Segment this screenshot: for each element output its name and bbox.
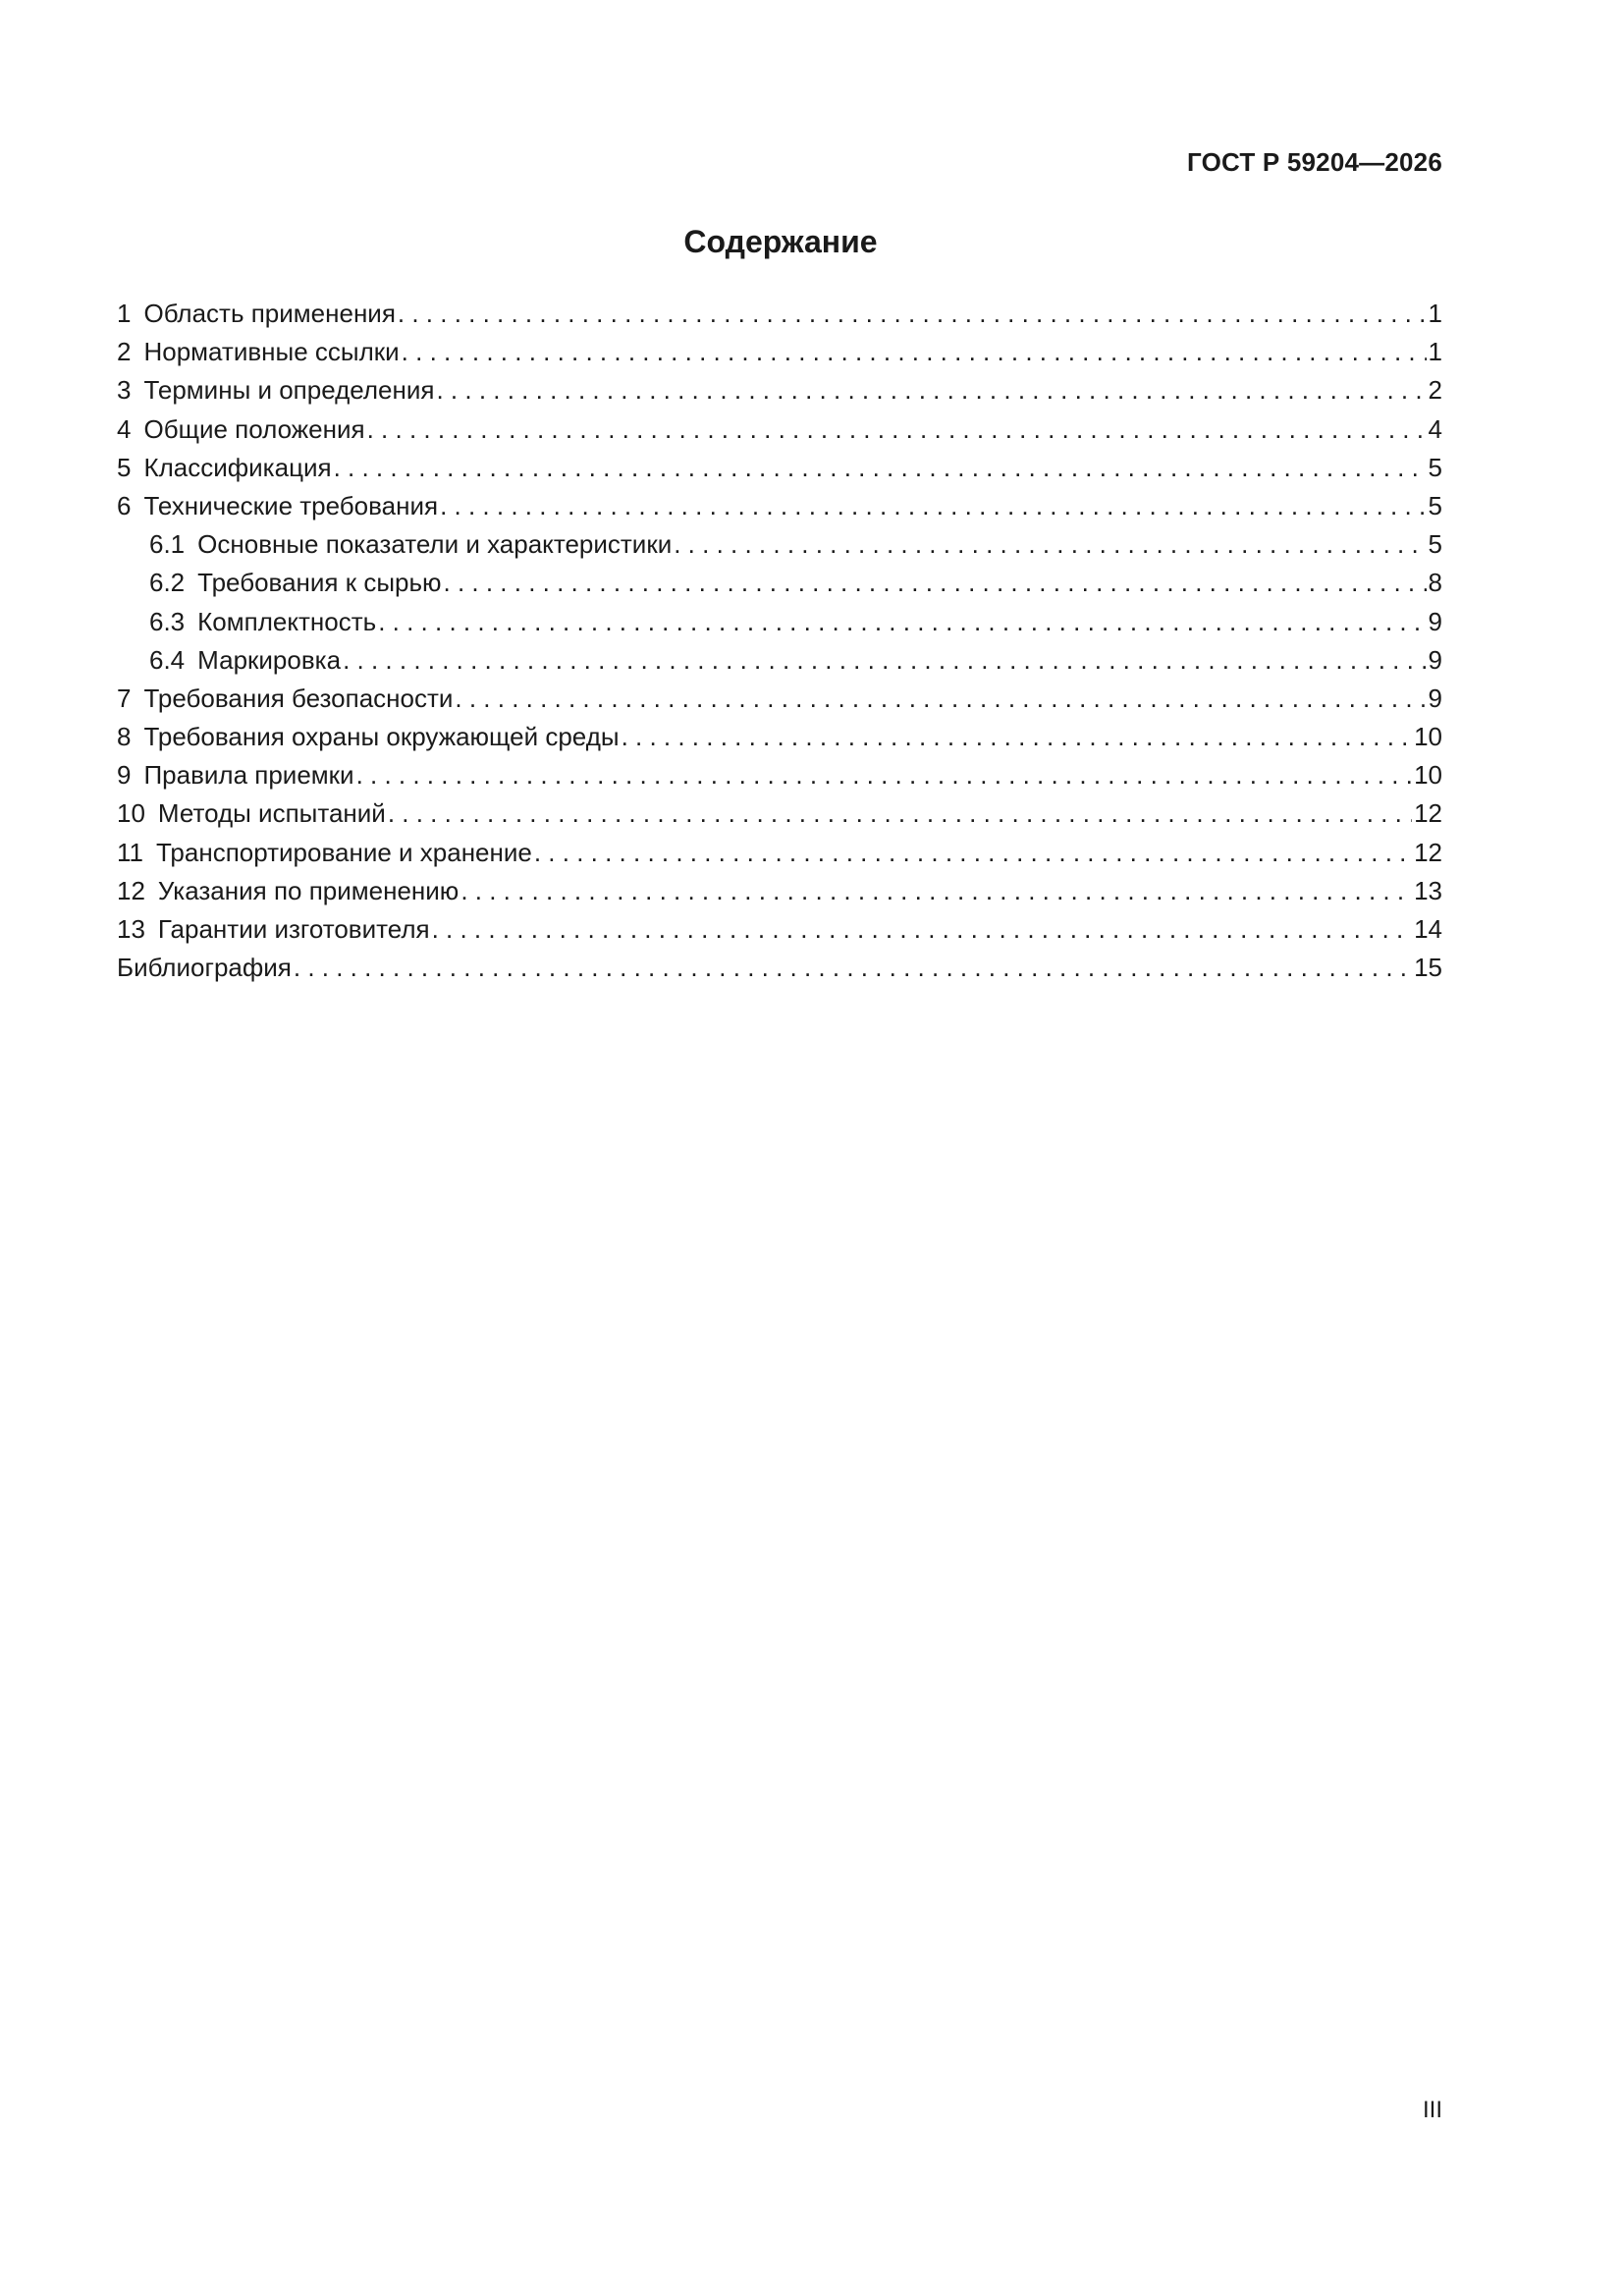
toc-entry-number: 6.1 <box>149 529 186 560</box>
toc-entry[interactable] <box>117 410 1442 449</box>
toc-dot-leader <box>388 794 1412 833</box>
toc-entry-title: Правила приемки <box>143 760 354 791</box>
toc-entry[interactable] <box>117 794 1442 833</box>
toc-entry-page: 5 <box>1428 490 1442 520</box>
toc-entry-page: 10 <box>1414 722 1442 752</box>
toc-entry-number: 5 <box>117 452 132 482</box>
toc-entry[interactable] <box>117 333 1442 371</box>
toc-subentry[interactable] <box>117 603 1442 641</box>
toc-entry[interactable] <box>117 371 1442 410</box>
toc-entry-title: Методы испытаний <box>157 798 386 829</box>
toc-subentry[interactable] <box>117 564 1442 602</box>
toc-entry-title: Маркировка <box>197 644 342 675</box>
toc-dot-leader <box>294 949 1412 987</box>
toc-entry-page: 12 <box>1414 798 1442 829</box>
toc-entry-page: 12 <box>1414 837 1442 867</box>
toc-entry-title: Общие положения <box>143 413 365 444</box>
toc-dot-leader <box>534 834 1412 872</box>
toc-dot-leader <box>402 333 1427 371</box>
toc-entry-title: Требования к сырью <box>197 568 442 598</box>
toc-entry-number: 8 <box>117 722 132 752</box>
toc-dot-leader <box>398 295 1427 333</box>
toc-entry-title: Основные показатели и характеристики <box>197 529 673 560</box>
toc-dot-leader <box>356 756 1413 794</box>
toc-entry-page: 15 <box>1414 953 1442 983</box>
toc-entry-title: Гарантии изготовителя <box>157 914 430 944</box>
toc-entry-number: 11 <box>117 837 143 867</box>
toc-entry-title: Термины и определения <box>143 375 435 406</box>
toc-entry-title: Область применения <box>143 299 396 328</box>
toc-dot-leader <box>444 564 1427 602</box>
toc-entry[interactable] <box>117 910 1442 949</box>
toc-entry-page: 5 <box>1428 452 1442 482</box>
toc-entry[interactable] <box>117 718 1442 756</box>
toc-dot-leader <box>378 603 1426 641</box>
toc-entry-number: 12 <box>117 875 145 905</box>
toc-entry[interactable] <box>117 872 1442 910</box>
toc-entry-page: 5 <box>1428 529 1442 560</box>
toc-entry-title: Комплектность <box>197 606 377 636</box>
toc-entry-title: Транспортирование и хранение <box>156 837 532 867</box>
toc-entry[interactable] <box>117 487 1442 525</box>
toc-entry-page: 13 <box>1414 875 1442 905</box>
page-number: III <box>1422 2097 1442 2123</box>
toc-entry-page: 14 <box>1414 914 1442 944</box>
toc-entry[interactable] <box>117 756 1442 794</box>
toc-entry[interactable] <box>117 449 1442 487</box>
toc-entry-title: Нормативные ссылки <box>143 337 400 367</box>
toc-entry-title: Библиография <box>117 953 292 983</box>
toc-entry-page: 8 <box>1428 568 1442 598</box>
toc-subentry[interactable] <box>117 525 1442 564</box>
toc-entry-title: Требования охраны окружающей среды <box>143 722 620 752</box>
toc-entry-page: 9 <box>1428 606 1442 636</box>
toc-entry-number: 1 <box>117 299 132 328</box>
toc-entry[interactable] <box>117 834 1442 872</box>
toc-entry[interactable] <box>117 680 1442 718</box>
toc-entry-number: 3 <box>117 375 132 406</box>
toc-entry-title: Указания по применению <box>157 875 460 905</box>
toc-entry[interactable] <box>117 295 1442 333</box>
toc-entry-number: 13 <box>117 914 145 944</box>
toc-entry-number: 9 <box>117 760 132 791</box>
toc-dot-leader <box>440 487 1426 525</box>
toc-entry-title: Технические требования <box>143 490 439 520</box>
toc-subentry[interactable] <box>117 641 1442 680</box>
toc-entry-number: 6.4 <box>149 644 186 675</box>
toc-entry-page: 1 <box>1428 299 1442 328</box>
toc-entry-number: 7 <box>117 683 132 713</box>
toc-dot-leader <box>674 525 1426 564</box>
toc-entry-page: 1 <box>1428 337 1442 367</box>
toc-entry-page: 4 <box>1428 413 1442 444</box>
toc-entry-page: 10 <box>1414 760 1442 791</box>
table-of-contents <box>117 295 1442 987</box>
toc-entry-page: 2 <box>1428 375 1442 406</box>
toc-entry-page: 9 <box>1428 683 1442 713</box>
toc-dot-leader <box>343 641 1426 680</box>
toc-dot-leader <box>436 371 1426 410</box>
toc-dot-leader <box>334 449 1427 487</box>
toc-dot-leader <box>622 718 1413 756</box>
toc-entry-title: Требования безопасности <box>143 683 454 713</box>
toc-entry-page: 9 <box>1428 644 1442 675</box>
toc-entry-number: 2 <box>117 337 132 367</box>
toc-entry-title: Классификация <box>143 452 332 482</box>
toc-dot-leader <box>455 680 1426 718</box>
toc-dot-leader <box>432 910 1413 949</box>
toc-entry-number: 6.2 <box>149 568 186 598</box>
document-code: ГОСТ Р 59204—2026 <box>1187 147 1442 177</box>
toc-entry-number: 6 <box>117 490 132 520</box>
toc-entry-bibliography[interactable] <box>117 949 1442 987</box>
toc-dot-leader <box>367 410 1427 449</box>
toc-entry-number: 6.3 <box>149 606 186 636</box>
toc-entry-number: 10 <box>117 798 145 829</box>
toc-entry-number: 4 <box>117 413 132 444</box>
toc-dot-leader <box>460 872 1412 910</box>
toc-heading: Содержание <box>683 224 878 259</box>
